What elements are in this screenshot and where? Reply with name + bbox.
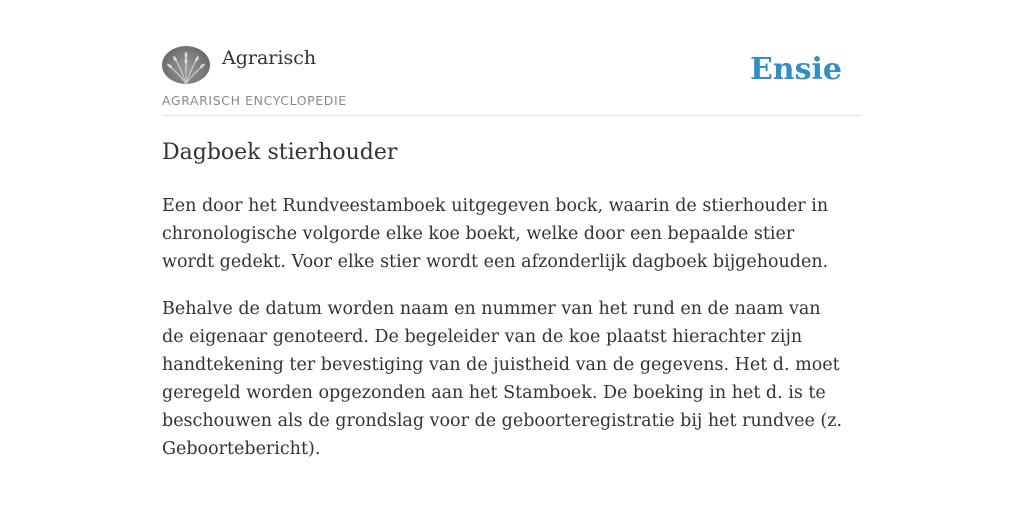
site-name[interactable]: Agrarisch [222,47,317,69]
article-paragraph: Een door het Rundveestamboek uitgegeven bock, waarin de stierhouder in chronologische volgorde elke koe boekt, welke door een bepaalde stier wordt gedekt. Voor elke stier wordt een afzonderlijk dagboek bijgehouden. [162,196,829,272]
ensie-logo-link[interactable]: Ensie [749,52,842,87]
page-title: Dagboek stierhouder [162,140,398,165]
wheat-icon[interactable] [162,46,210,84]
site-header [162,46,862,116]
article-body [162,192,842,482]
article-paragraph: Behalve de datum worden naam en nummer van het rund en de naam van de eigenaar genoteerd. De begeleider van de koe plaatst hierachter zijn handtekening ter bevestiging van de juistheid van de gegevens. Het d. moet geregeld worden opgezonden aan het Stamboek. De boeking in het d. is te beschouwen als de grondslag voor de geboorteregistratie bij het rundvee (z. Geboortebericht). [162,299,843,459]
site-subtitle: AGRARISCH ENCYCLOPEDIE [162,93,347,108]
